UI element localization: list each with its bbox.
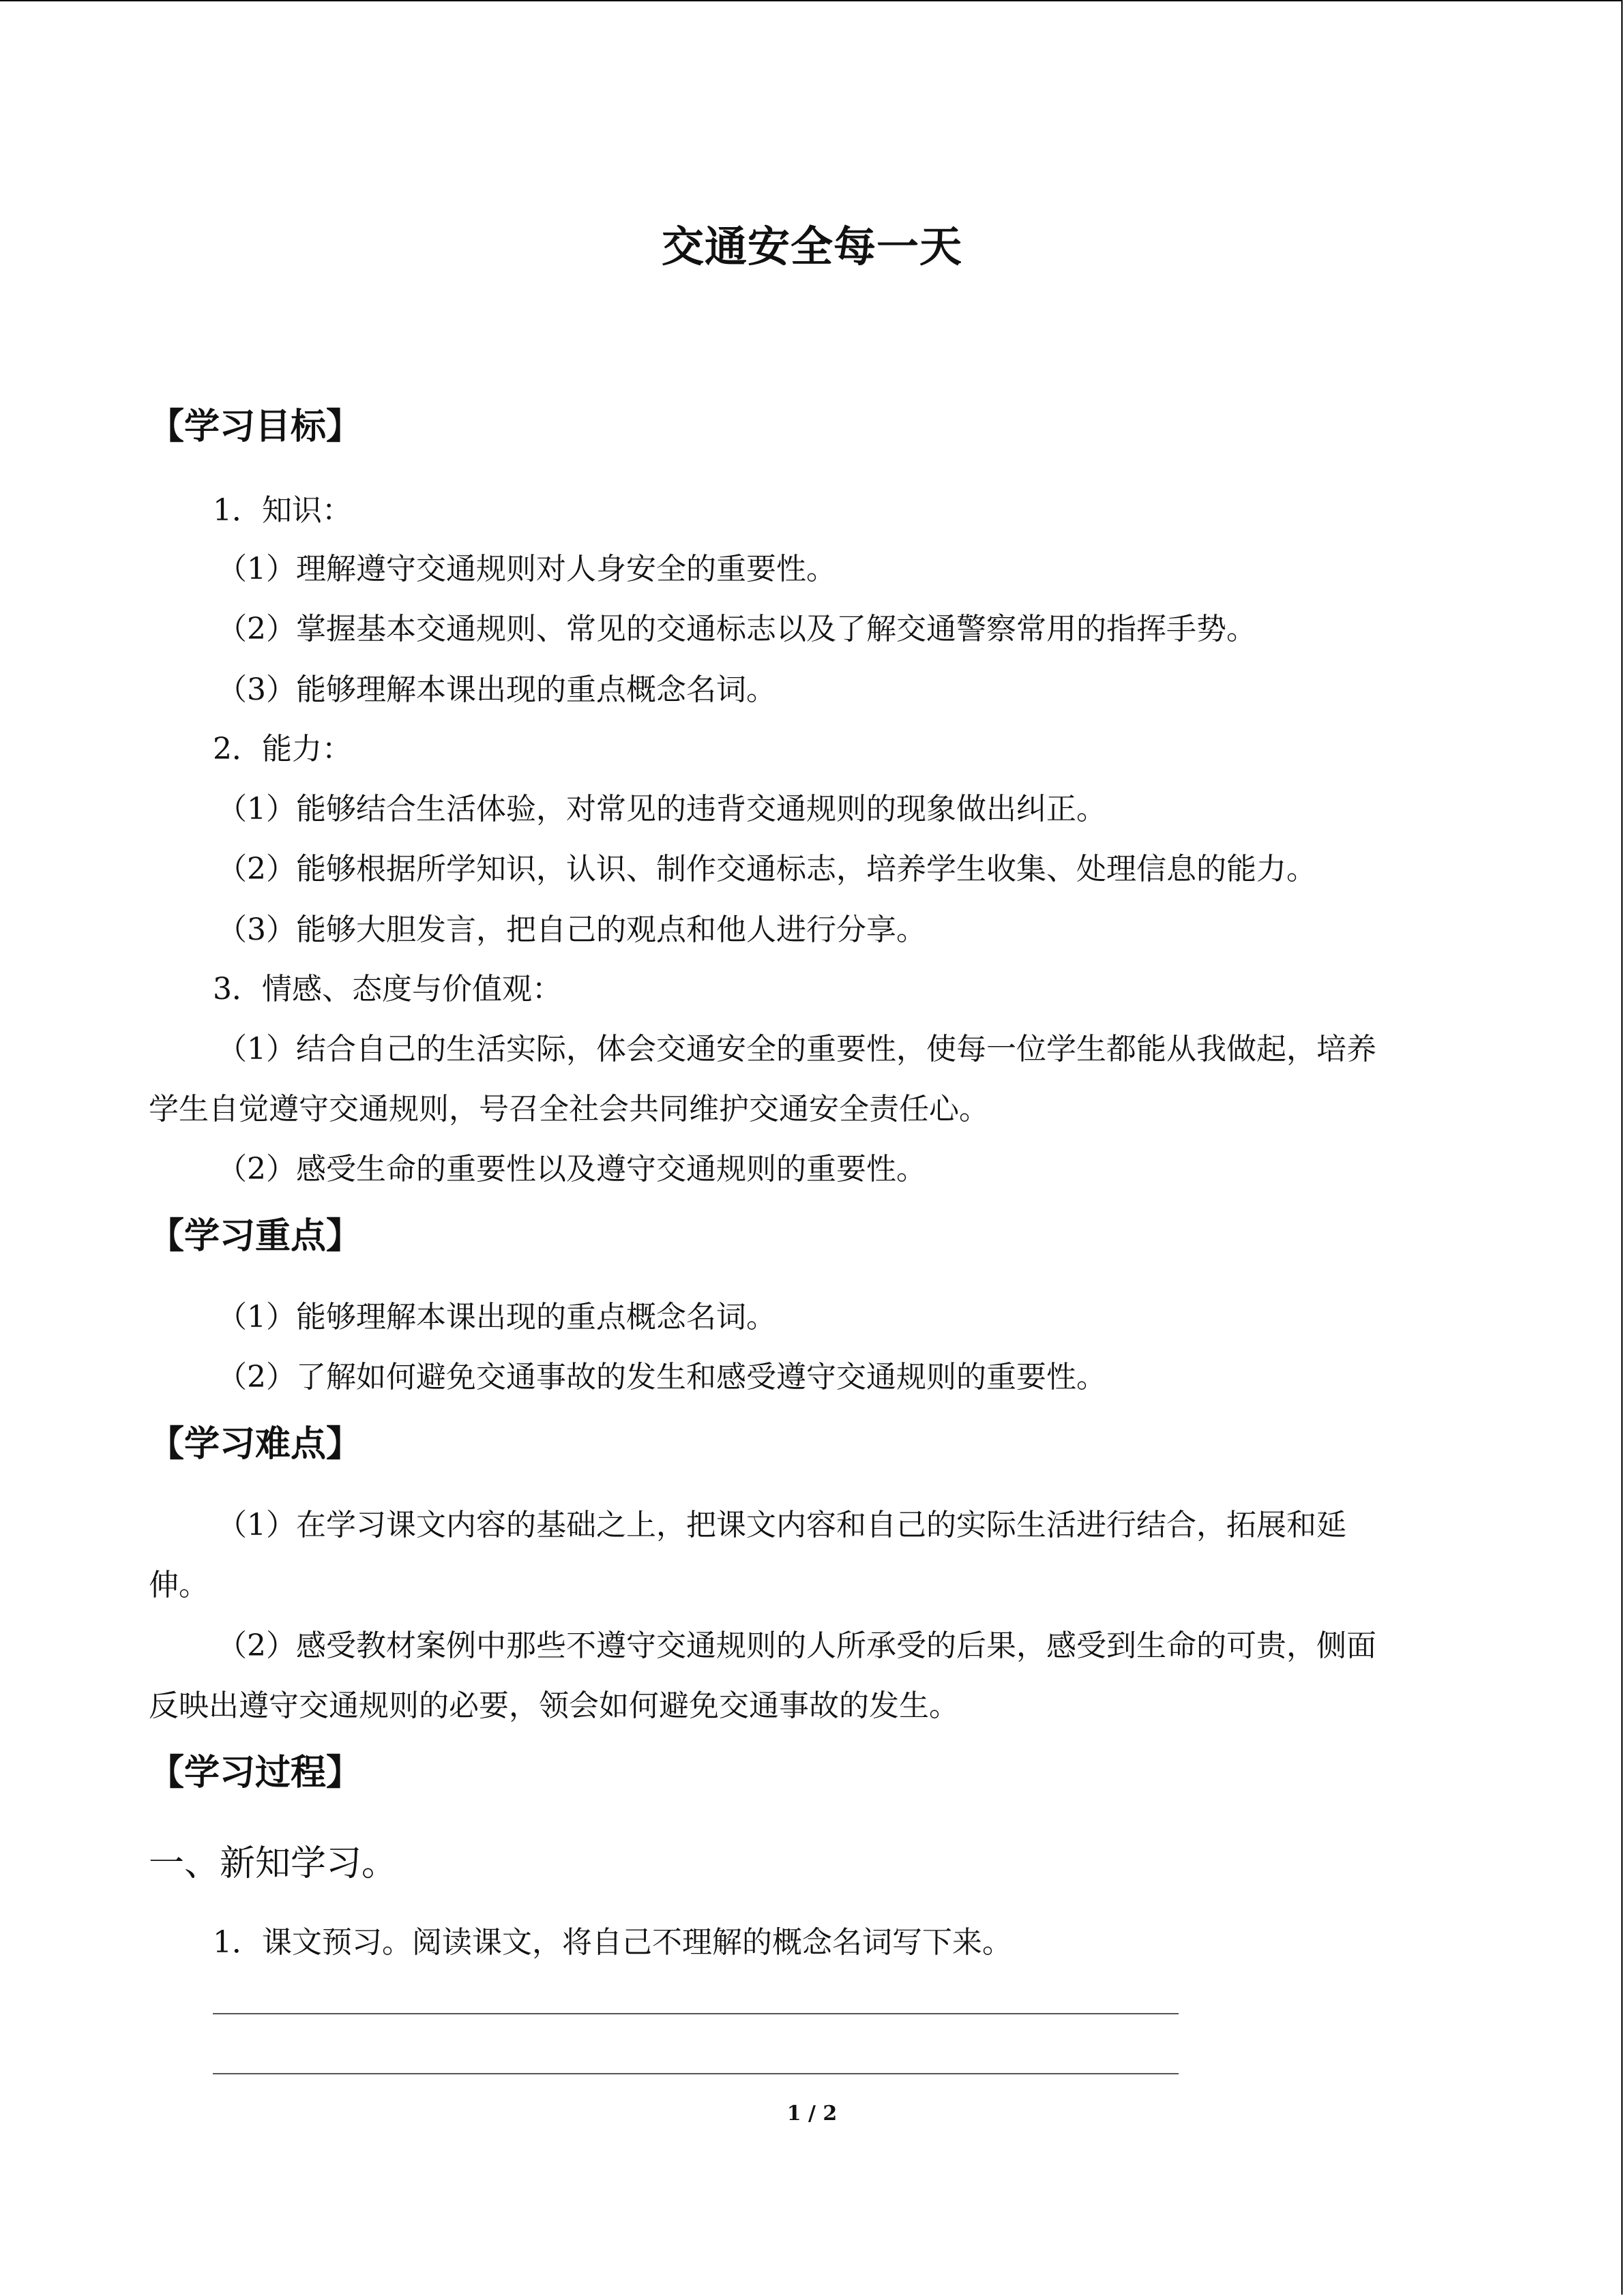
heading-process: 【学习过程】 (149, 1752, 362, 1793)
answer-line (213, 2013, 1179, 2014)
difficulties-line: 反映出遵守交通规则的必要，领会如何避免交通事故的发生。 (149, 1688, 959, 1723)
difficulties-line: 伸。 (149, 1568, 209, 1602)
page-number: 1 / 2 (786, 2102, 838, 2126)
goals-line: （3）能够大胆发言，把自己的观点和他人进行分享。 (217, 912, 926, 947)
goals-line: （2）能够根据所学知识，认识、制作交通标志，培养学生收集、处理信息的能力。 (217, 852, 1316, 886)
key-points-line: （1）能够理解本课出现的重点概念名词。 (217, 1300, 776, 1335)
goals-line: （2）感受生命的重要性以及遵守交通规则的重要性。 (217, 1152, 926, 1187)
key-points-line: （2）了解如何避免交通事故的发生和感受遵守交通规则的重要性。 (217, 1360, 1106, 1395)
document-title: 交通安全每一天 (661, 222, 962, 271)
goals-line: 3．情感、态度与价值观： (213, 972, 562, 1007)
goals-line: （2）掌握基本交通规则、常见的交通标志以及了解交通警察常用的指挥手势。 (217, 612, 1256, 646)
goals-line: 1．知识： (213, 493, 352, 528)
heading-goals: 【学习目标】 (149, 406, 362, 447)
goals-line: （1）能够结合生活体验，对常见的违背交通规则的现象做出纠正。 (217, 792, 1106, 826)
answer-line (213, 2073, 1179, 2074)
heading-key-points: 【学习重点】 (149, 1215, 362, 1257)
goals-line: （1）理解遵守交通规则对人身安全的重要性。 (217, 552, 836, 586)
goals-line: （1）结合自己的生活实际，体会交通安全的重要性，使每一位学生都能从我做起，培养 (217, 1032, 1376, 1067)
heading-difficulties: 【学习难点】 (149, 1423, 362, 1465)
goals-line: 学生自觉遵守交通规则，号召全社会共同维护交通安全责任心。 (149, 1092, 989, 1127)
goals-line: 2．能力： (213, 732, 352, 766)
part-title: 一、新知学习。 (149, 1843, 398, 1884)
goals-line: （3）能够理解本课出现的重点概念名词。 (217, 672, 776, 707)
difficulties-line: （2）感受教材案例中那些不遵守交通规则的人所承受的后果，感受到生命的可贵，侧面 (217, 1628, 1376, 1663)
process-item: 1．课文预习。阅读课文，将自己不理解的概念名词写下来。 (213, 1925, 1012, 1960)
difficulties-line: （1）在学习课文内容的基础之上，把课文内容和自己的实际生活进行结合，拓展和延 (217, 1508, 1346, 1542)
